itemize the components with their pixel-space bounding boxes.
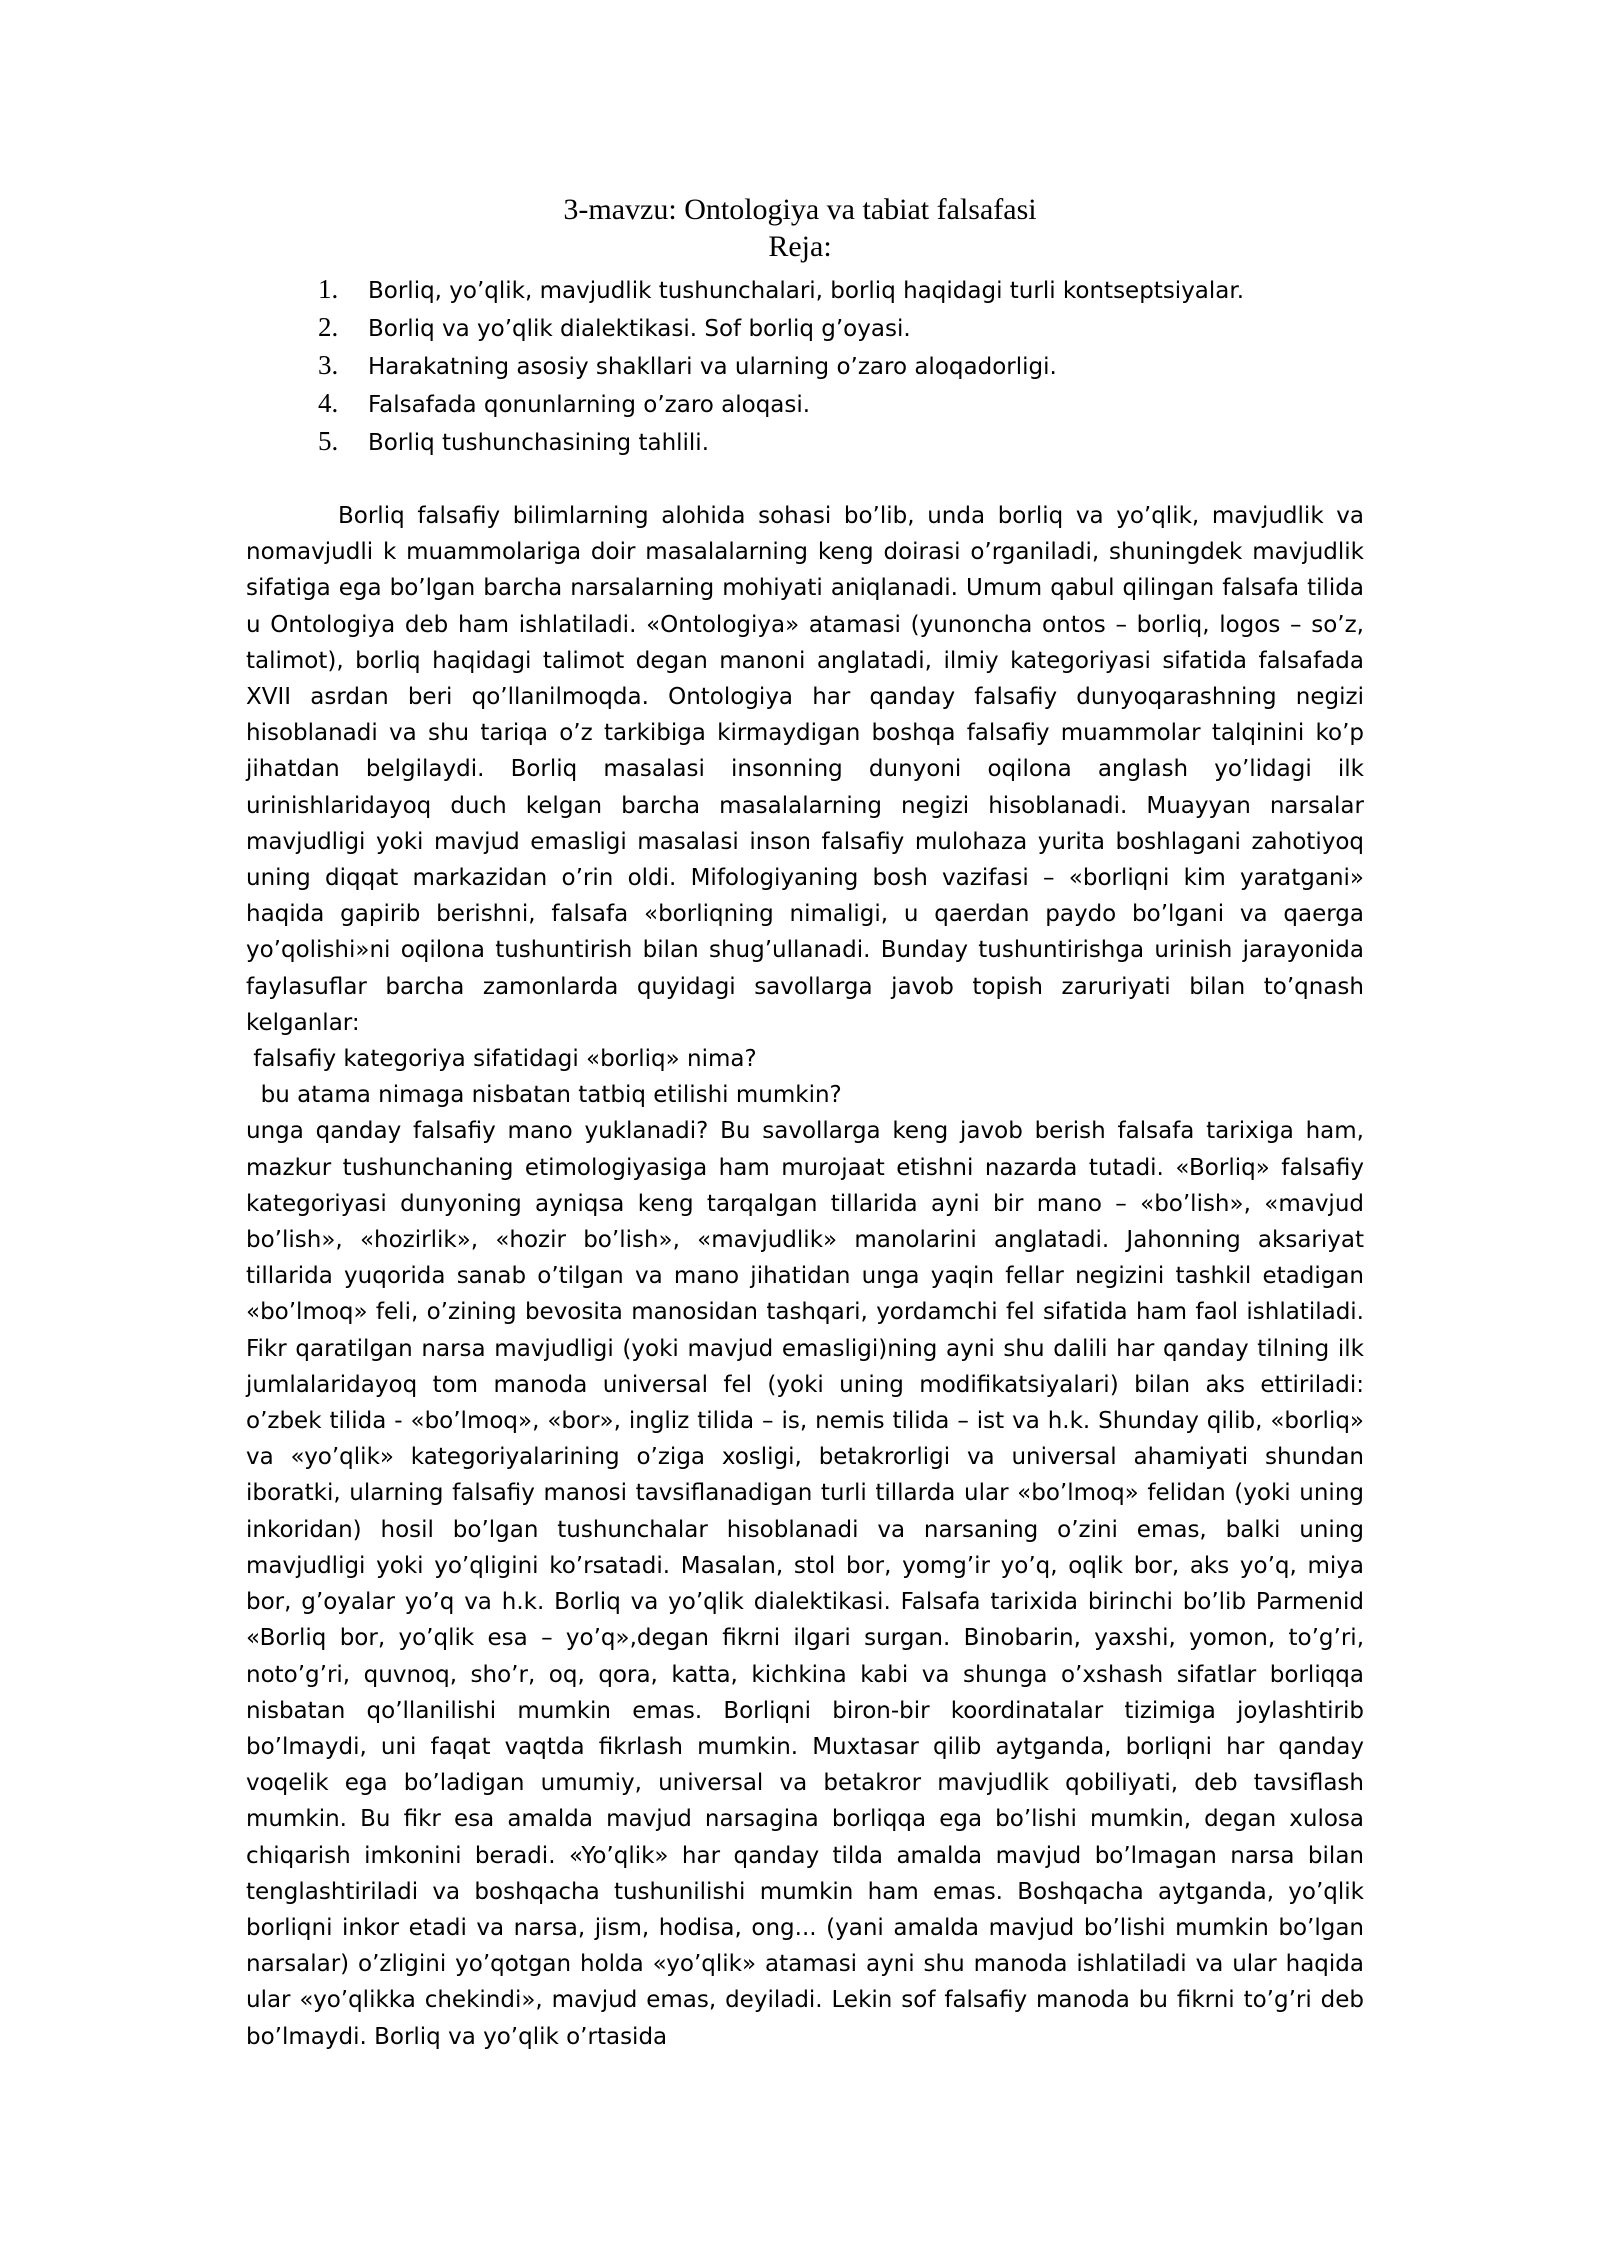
plan-item-number: 2.	[318, 312, 339, 342]
plan-item-number: 5.	[318, 426, 339, 456]
body-paragraph: Borliq falsafiy bilimlarning alohida sohasi bo’lib, unda borliq va yo’qlik, mavjudlik va nomavjudli k muammolariga doir masalalarning keng doirasi o’rganiladi, shuningdek mavjudlik sifatiga ega bo’lgan barcha narsalarning mohiyati aniqlanadi. Umum qabul qilingan falsafa tilida u Ontologiya deb ham ishlatiladi. «Ontologiya» atamasi (yunoncha ontos – borliq, logos – so’z, talimot), borliq haqidagi talimot degan manoni anglatadi, ilmiy kategoriyasi sifatida falsafada XVII asrdan beri qo’llanilmoqda. Ontologiya har qanday falsafiy dunyoqarashning negizi hisoblanadi va shu tariqa o’z tarkibiga kirmaydigan boshqa falsafiy muammolar talqinini ko’p jihatdan belgilaydi. Borliq masalasi insonning dunyoni oqilona anglash yo’lidagi ilk urinishlaridayoq duch kelgan barcha masalalarning negizi hisoblanadi. Muayyan narsalar mavjudligi yoki mavjud emasligi masalasi inson falsafiy mulohaza yurita boshlagani zahotiyoq uning diqqat markazidan o’rin oldi. Mifologiyaning bosh vazifasi – «borliqni kim yaratgani» haqida gapirib berishni, falsafa «borliqning nimaligi, u qaerdan paydo bo’lgani va qaerga yo’qolishi»ni oqilona tushuntirish bilan shug’ullanadi. Bunday tushuntirishga urinish jarayonida faylasuflar barcha zamonlarda quyidagi savollarga javob topish zaruriyati bilan to’qnash kelganlar:	[246, 503, 1364, 1036]
document-body	[246, 498, 1364, 2055]
plan-item-text: Borliq, yo’qlik, mavjudlik tushunchalari, borliq haqidagi turli kontseptsiyalar.	[368, 278, 1245, 304]
body-paragraph: unga qanday falsafiy mano yuklanadi? Bu savollarga keng javob berish falsafa tarixiga ham, mazkur tushunchaning etimologiyasiga ham murojaat etishni nazarda tutadi. «Borliq» falsafiy kategoriyasi dunyoning ayniqsa keng tarqalgan tillarida ayni bir mano – «bo’lish», «mavjud bo’lish», «hozirlik», «hozir bo’lish», «mavjudlik» manolarini anglatadi. Jahonning aksariyat tillarida yuqorida sanab o’tilgan va mano jihatidan unga yaqin fellar negizini tashkil etadigan «bo’lmoq» feli, o’zining bevosita manosidan tashqari, yordamchi fel sifatida ham faol ishlatiladi. Fikr qaratilgan narsa mavjudligi (yoki mavjud emasligi)ning ayni shu dalili har qanday tilning ilk jumlalaridayoq tom manoda universal fel (yoki uning modifikatsiyalari) bilan aks ettiriladi: o’zbek tilida - «bo’lmoq», «bor», ingliz tilida – is, nemis tilida – ist va h.k. Shunday qilib, «borliq» va «yo’qlik» kategoriyalarining o’ziga xosligi, betakrorligi va universal ahamiyati shundan iboratki, ularning falsafiy manosi tavsiflanadigan turli tillarda ular «bo’lmoq» felidan (yoki uning inkoridan) hosil bo’lgan tushunchalar hisoblanadi va narsaning o’zini emas, balki uning mavjudligi yoki yo’qligini ko’rsatadi. Masalan, stol bor, yomg’ir yo’q, oqlik bor, aks yo’q, miya bor, g’oyalar yo’q va h.k. Borliq va yo’qlik dialektikasi. Falsafa tarixida birinchi bo’lib Parmenid «Borliq bor, yo’qlik esa – yo’q»,degan fikrni ilgari surgan. Binobarin, yaxshi, yomon, to’g’ri, noto’g’ri, quvnoq, sho’r, oq, qora, katta, kichkina kabi va shunga o’xshash sifatlar borliqqa nisbatan qo’llanilishi mumkin emas. Borliqni biron-bir koordinatalar tizimiga joylashtirib bo’lmaydi, uni faqat vaqtda fikrlash mumkin. Muxtasar qilib aytganda, borliqni har qanday voqelik ega bo’ladigan umumiy, universal va betakror mavjudlik qobiliyati, deb tavsiflash mumkin. Bu fikr esa amalda mavjud narsagina borliqqa ega bo’lishi mumkin, degan xulosa chiqarish imkonini beradi. «Yo’qlik» har qanday tilda amalda mavjud bo’lmagan narsa bilan tenglashtiriladi va boshqacha tushunilishi mumkin ham emas. Boshqacha aytganda, yo’qlik borliqni inkor etadi va narsa, jism, hodisa, ong... (yani amalda mavjud bo’lishi mumkin bo’lgan narsalar) o’zligini yo’qotgan holda «yo’qlik» atamasi ayni shu manoda ishlatiladi va ular haqida ular «yo’qlikka chekindi», mavjud emas, deyiladi. Lekin sof falsafiy manoda bu fikrni to’g’ri deb bo’lmaydi. Borliq va yo’qlik o’rtasida	[246, 1118, 1364, 2050]
question-line: falsafiy kategoriya sifatidagi «borliq» nima?	[246, 1046, 757, 1073]
plan-item-text: Harakatning asosiy shakllari va ularning o’zaro aloqadorligi.	[368, 354, 1057, 380]
plan-item	[318, 308, 1418, 346]
plan-item-number: 4.	[318, 388, 339, 418]
question-line: bu atama nimaga nisbatan tatbiq etilishi mumkin?	[246, 1082, 842, 1109]
plan-item-text: Borliq va yo’qlik dialektikasi. Sof borliq g’oyasi.	[368, 316, 911, 342]
plan-item-text: Falsafada qonunlarning o’zaro aloqasi.	[368, 392, 811, 418]
document-title: 3-mavzu: Ontologiya va tabiat falsafasi	[563, 193, 1037, 226]
plan-item	[318, 270, 1418, 308]
plan-heading: Reja:	[768, 230, 832, 263]
plan-item	[318, 422, 1418, 460]
plan-item-text: Borliq tushunchasining tahlili.	[368, 430, 710, 456]
plan-item	[318, 384, 1418, 422]
plan-list	[318, 270, 1418, 460]
plan-item-number: 1.	[318, 274, 339, 304]
plan-item	[318, 346, 1418, 384]
plan-item-number: 3.	[318, 350, 339, 380]
